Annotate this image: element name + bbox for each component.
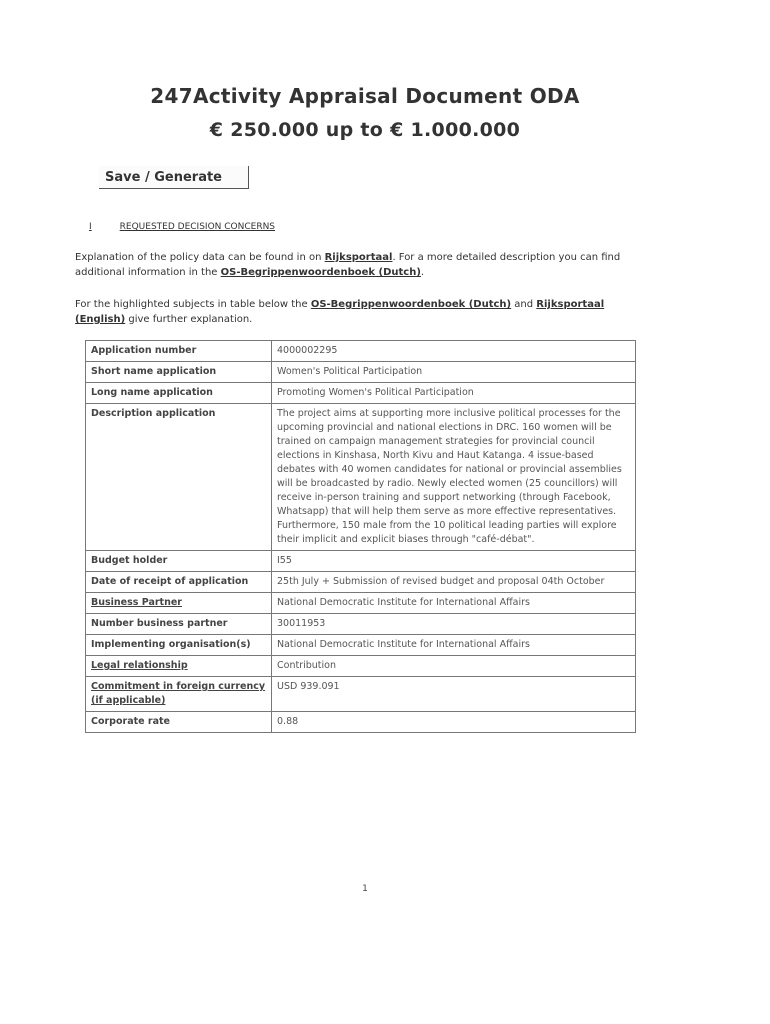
rijksportaal-link[interactable]: Rijksportaal <box>324 252 393 263</box>
field-value: Promoting Women's Political Participation <box>272 383 636 404</box>
section-number: I <box>89 222 92 232</box>
table-row <box>86 712 636 733</box>
begrippenwoordenboek-link-2[interactable]: OS-Begrippenwoordenboek (Dutch) <box>310 299 512 310</box>
field-value: USD 939.091 <box>272 677 636 712</box>
table-row <box>86 404 636 551</box>
page-number: 1 <box>362 884 368 894</box>
field-value: 4000002295 <box>272 341 636 362</box>
document-subtitle: € 250.000 up to € 1.000.000 <box>209 119 521 141</box>
table-row <box>86 572 636 593</box>
field-label: Short name application <box>86 362 272 383</box>
intro-text: Explanation of the policy data can be found in on <box>75 252 325 263</box>
table-row <box>86 362 636 383</box>
table-row <box>86 635 636 656</box>
field-label: Date of receipt of application <box>86 572 272 593</box>
field-label: Implementing organisation(s) <box>86 635 272 656</box>
field-value: 30011953 <box>272 614 636 635</box>
field-value: I55 <box>272 551 636 572</box>
field-value: Women's Political Participation <box>272 362 636 383</box>
intro-paragraph-1 <box>75 250 645 280</box>
field-label: Legal relationship <box>86 656 272 677</box>
intro-text: . <box>420 267 425 278</box>
table-row <box>86 551 636 572</box>
field-label: Application number <box>86 341 272 362</box>
field-value: The project aims at supporting more inclusive political processes for the upcoming provincial and national elections in DRC. 160 women will be trained on campaign management strategies for provincial council elections in Kinshasa, North Kivu and Haut Katanga. 4 issue-based debates with 40 women candidates for national or provincial assemblies will be broadcasted by radio. Newly elected women (25 councillors) will receive in-person training and support networking (through Facebook, Whatsapp) that will help them serve as more effective representatives. Furthermore, 150 male from the 10 political leading parties will explore their implicit and explicit biases through "café-débat". <box>272 404 636 551</box>
field-value: National Democratic Institute for International Affairs <box>272 635 636 656</box>
section-title: REQUESTED DECISION CONCERNS <box>119 222 276 232</box>
field-value: 25th July + Submission of revised budget and proposal 04th October <box>272 572 636 593</box>
intro-text: For the highlighted subjects in table below the <box>75 299 311 310</box>
table-row <box>86 383 636 404</box>
field-label: Long name application <box>86 383 272 404</box>
intro-text: . For a more detailed description you can find additional information in the <box>75 252 621 278</box>
intro-text: and <box>511 299 537 310</box>
field-label: Commitment in foreign currency (if applicable) <box>86 677 272 712</box>
table-row <box>86 593 636 614</box>
field-label: Number business partner <box>86 614 272 635</box>
field-label: Corporate rate <box>86 712 272 733</box>
intro-paragraph-2 <box>75 297 645 327</box>
field-label: Description application <box>86 404 272 551</box>
field-label: Business Partner <box>86 593 272 614</box>
rijksportaal-english-link[interactable]: Rijksportaal (English) <box>75 299 605 325</box>
field-value: 0.88 <box>272 712 636 733</box>
intro-text: give further explanation. <box>125 314 253 325</box>
table-row <box>86 614 636 635</box>
document-title: 247Activity Appraisal Document ODA <box>150 84 580 108</box>
table-row <box>86 677 636 712</box>
field-value: National Democratic Institute for International Affairs <box>272 593 636 614</box>
table-row <box>86 656 636 677</box>
save-generate-button[interactable]: Save / Generate <box>99 166 249 189</box>
field-value: Contribution <box>272 656 636 677</box>
begrippenwoordenboek-link[interactable]: OS-Begrippenwoordenboek (Dutch) <box>220 267 421 278</box>
table-row <box>86 341 636 362</box>
field-label: Budget holder <box>86 551 272 572</box>
application-info-table <box>85 340 636 733</box>
section-heading <box>89 222 275 232</box>
